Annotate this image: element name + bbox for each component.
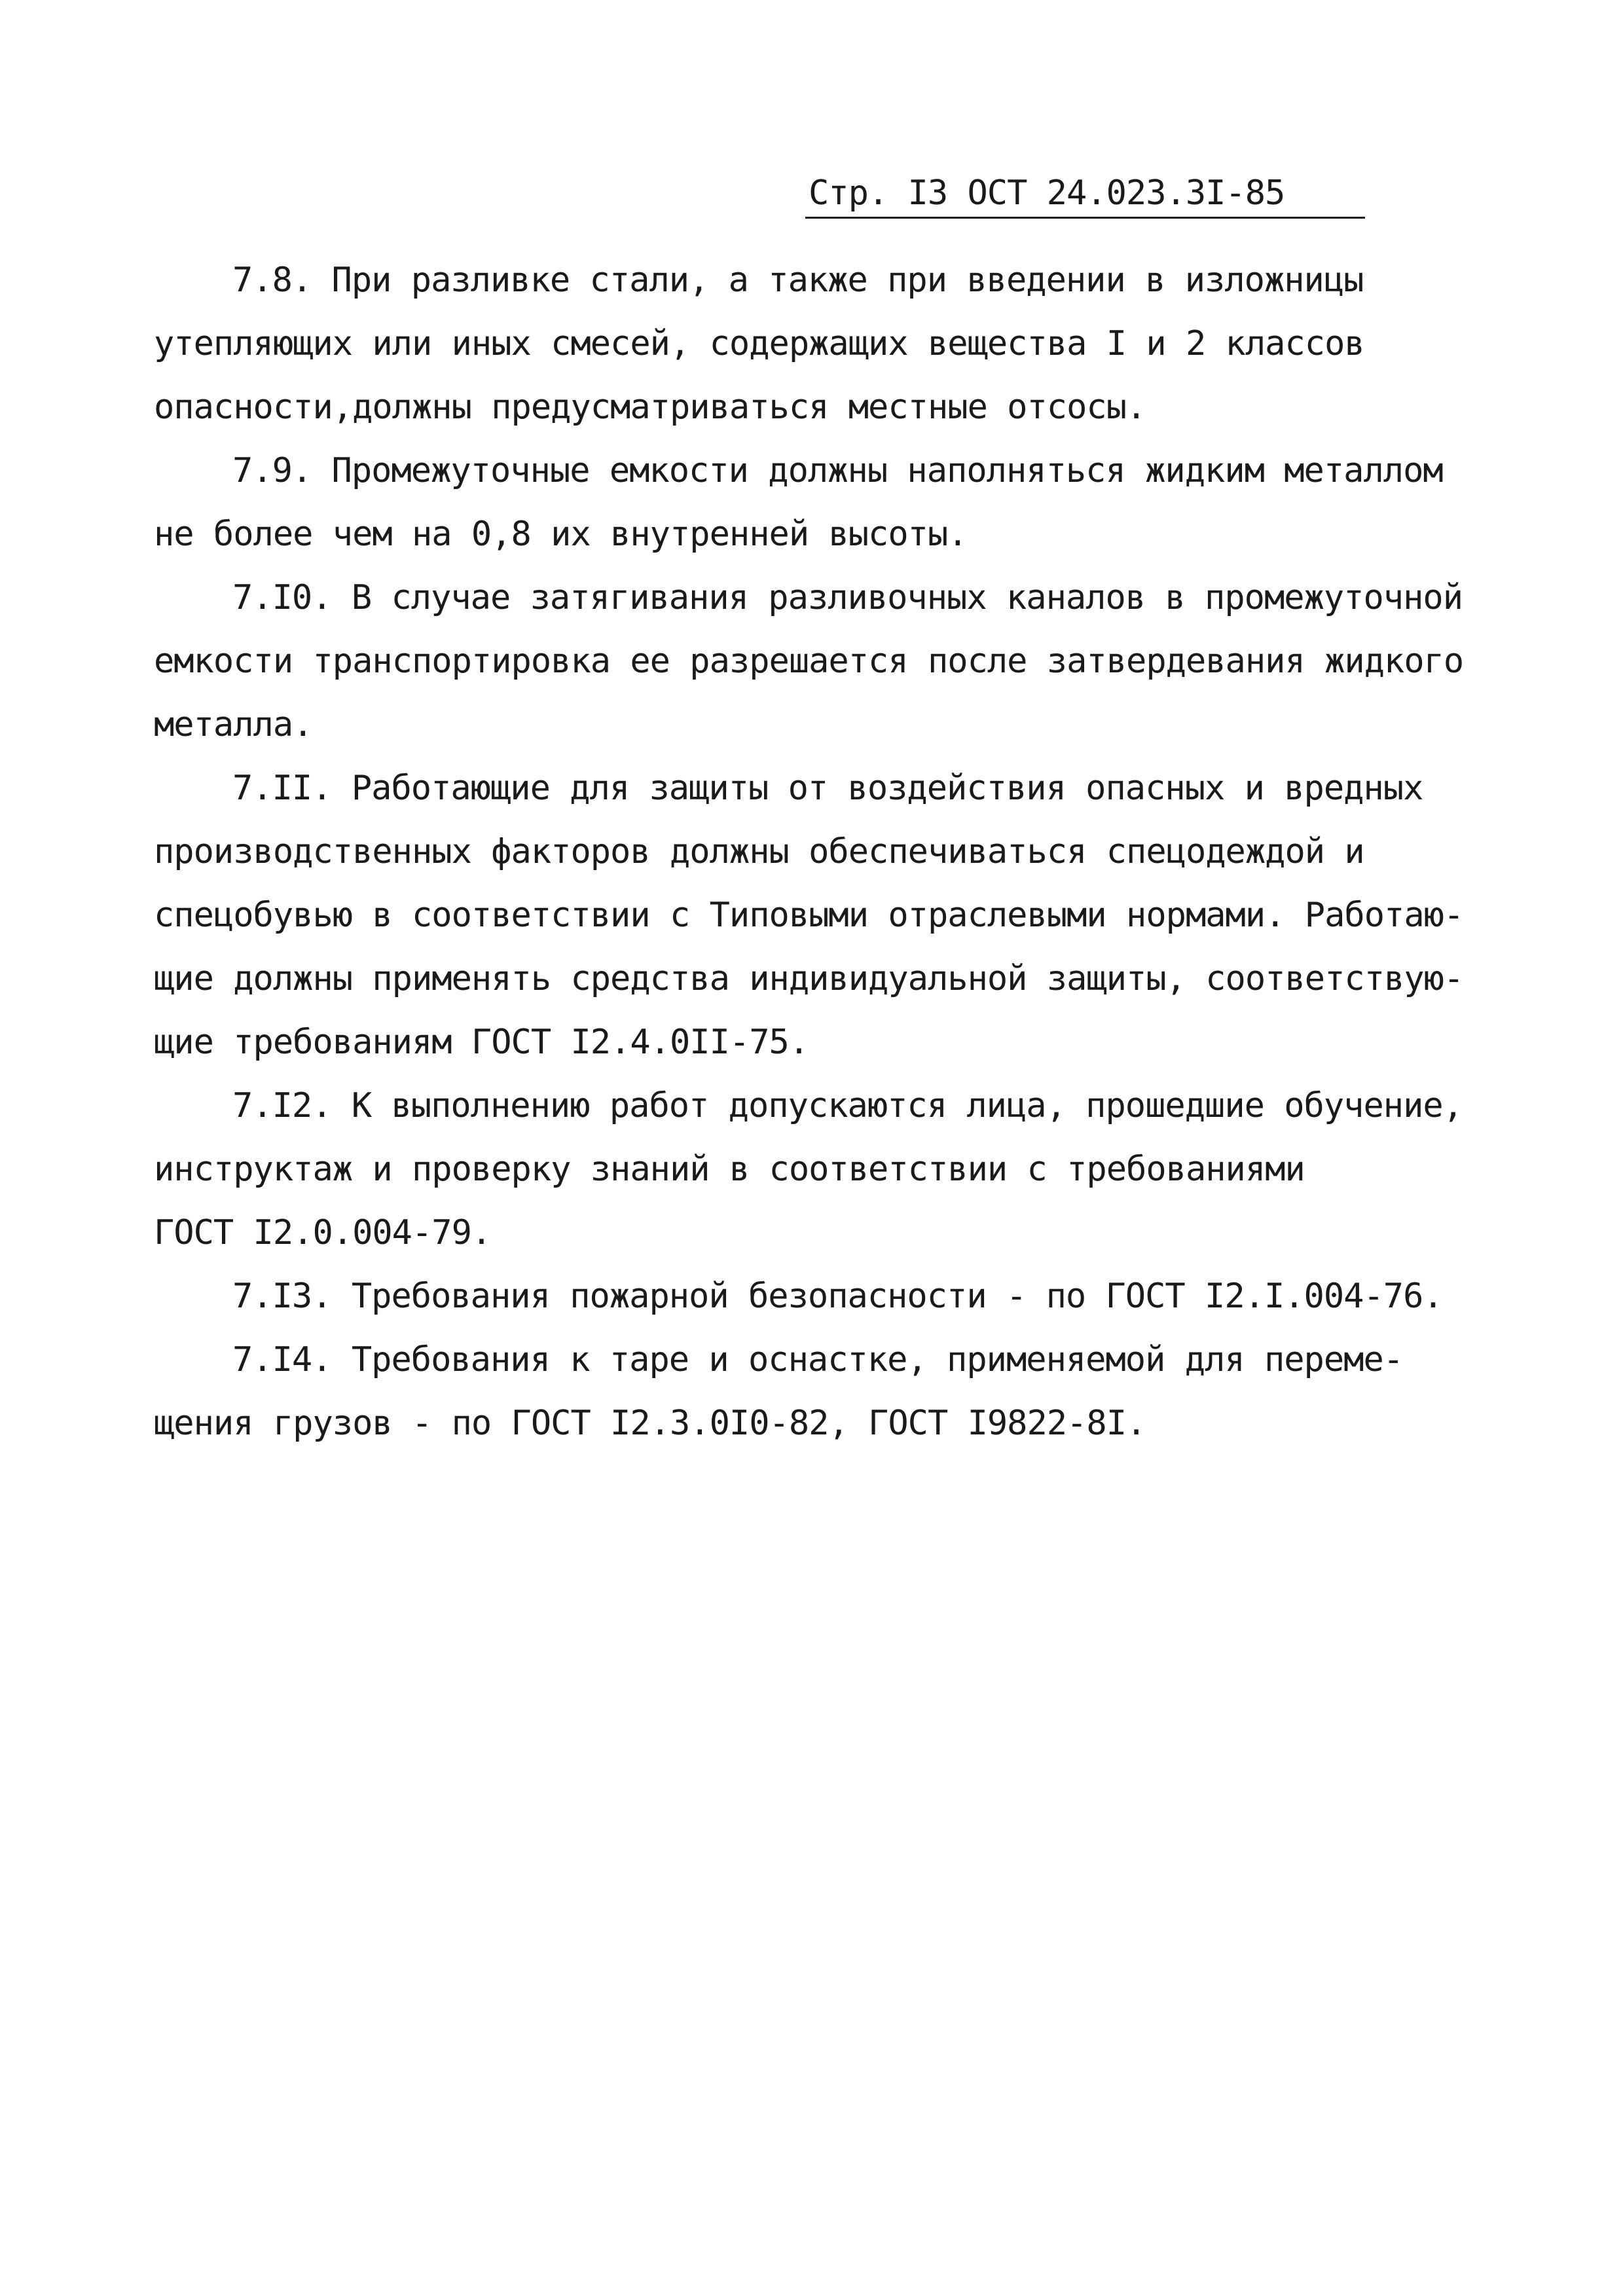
paragraph-line: 7.II. Работающие для защиты от воздействия опасных и вредных — [232, 769, 1423, 808]
header-underline — [805, 217, 1365, 219]
paragraph-7-8 — [154, 249, 1476, 439]
paragraph-7-12 — [154, 1074, 1476, 1265]
paragraph-line: опасности,должны предусматриваться местные отсосы. — [154, 388, 1146, 427]
paragraph-line: 7.I4. Требования к таре и оснастке, применяемой для переме- — [232, 1340, 1404, 1379]
paragraph-line: утепляющих или иных смесей, содержащих вещества I и 2 классов — [154, 324, 1364, 363]
paragraph-line: 7.I3. Требования пожарной безопасности - по ГОСТ I2.I.004-76. — [232, 1277, 1443, 1316]
paragraph-line: металла. — [154, 705, 313, 744]
paragraph-line: инструктаж и проверку знаний в соответствии с требованиями — [154, 1150, 1305, 1189]
paragraph-line: 7.9. Промежуточные емкости должны наполняться жидким металлом — [232, 451, 1443, 490]
paragraph-7-9 — [154, 439, 1476, 566]
page-header: Стр. I3 ОСТ 24.023.3I-85 — [809, 173, 1285, 213]
paragraph-line: щие должны применять средства индивидуальной защиты, соответствую- — [154, 959, 1464, 998]
document-body — [154, 249, 1476, 1455]
paragraph-7-13 — [154, 1265, 1476, 1328]
paragraph-line: 7.I2. К выполнению работ допускаются лица, прошедшие обучение, — [232, 1086, 1463, 1125]
paragraph-7-11 — [154, 757, 1476, 1074]
paragraph-line: щения грузов - по ГОСТ I2.3.0I0-82, ГОСТ I9822-8I. — [154, 1404, 1146, 1443]
paragraph-line: емкости транспортировка ее разрешается после затвердевания жидкого — [154, 642, 1464, 681]
paragraph-line: 7.I0. В случае затягивания разливочных каналов в промежуточной — [232, 578, 1463, 617]
paragraph-7-14 — [154, 1328, 1476, 1455]
paragraph-line: производственных факторов должны обеспечиваться спецодеждой и — [154, 832, 1364, 871]
paragraph-line: не более чем на 0,8 их внутренней высоты. — [154, 515, 968, 554]
paragraph-line: ГОСТ I2.0.004-79. — [154, 1213, 492, 1252]
paragraph-line: щие требованиям ГОСТ I2.4.0II-75. — [154, 1023, 809, 1062]
paragraph-line: 7.8. При разливке стали, а также при введении в изложницы — [232, 261, 1364, 300]
paragraph-line: спецобувью в соответствии с Типовыми отраслевыми нормами. Работаю- — [154, 896, 1464, 935]
paragraph-7-10 — [154, 566, 1476, 757]
